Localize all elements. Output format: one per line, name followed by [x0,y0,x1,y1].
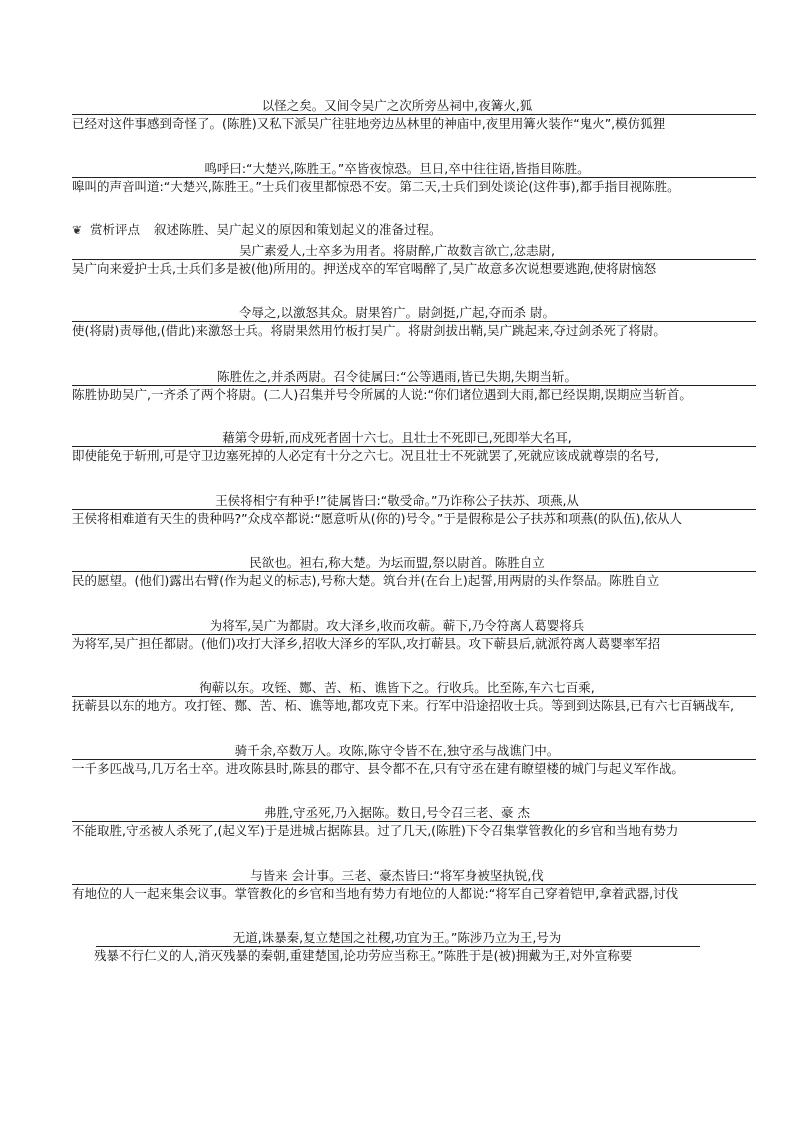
original-line: 以怪之矣。又间令吴广之次所旁丛祠中,夜篝火,狐 [261,98,533,113]
original-line: 王侯将相宁有种乎!”徒属皆曰:“敬受命。”乃诈称公子扶苏、项燕,从 [215,493,579,508]
note-text: 叙述陈胜、吴广起义的原因和策划起义的准备过程。 [154,222,442,237]
original-line: 骑千余,卒数万人。攻陈,陈守令皆不在,独守丞与战谯门中。 [234,743,560,758]
original-line: 令辱之,以激怒其众。尉果笞广。尉剑挺,广起,夺而杀 尉。 [239,305,555,320]
translation-line: 吴广向来爱护士兵,士兵们多是被(他)所用的。押送戍卒的军官喝醉了,吴广故意多次说想要逃跑,使将尉恼怒 [72,261,657,276]
original-line: 与皆来 会计事。三老、豪杰皆曰:“将军身被坚执锐,伐 [250,868,544,883]
original-line: 为将军,吴广为都尉。攻大泽乡,收而攻蕲。蕲下,乃令符离人葛婴将兵 [209,618,585,633]
underline [96,946,700,947]
original-line: 陈胜佐之,并杀两尉。召令徒属曰:“公等遇雨,皆已失期,失期当斩。 [216,369,578,384]
translation-line: 嗥叫的声音叫道:“大楚兴,陈胜王。”士兵们夜里都惊恐不安。第二天,士兵们到处谈论(这件事),都手指目视陈胜。 [72,179,680,194]
underline [72,509,756,510]
underline [72,759,756,760]
fan-icon: ❦ [72,223,83,237]
original-line: 无道,诛暴秦,复立楚国之社稷,功宜为王。”陈涉乃立为王,号为 [232,930,562,945]
original-line: 徇蕲以东。攻铚、酂、苦、柘、谯皆下之。行收兵。比至陈,车六七百乘, [199,680,595,695]
translation-line: 不能取胜,守丞被人杀死了,(起义军)于是进城占据陈县。过了几天,(陈胜)下令召集掌管教化的乡官和当地有势力 [72,823,679,838]
translation-line: 已经对这件事感到奇怪了。(陈胜)又私下派吴广往驻地旁边丛林里的神庙中,夜里用篝火装作“鬼火”,模仿狐狸 [72,116,666,131]
underline [72,821,756,822]
translation-line: 抚蕲县以东的地方。攻打铚、酂、苦、柘、谯等地,都攻克下来。行军中沿途招收士兵。等到到达陈县,已有六七百辆战车, [72,698,734,713]
underline [72,884,756,885]
underline [72,321,756,322]
translation-line: 有地位的人一起来集会议事。掌管教化的乡官和当地有势力有地位的人都说:“将军自己穿着铠甲,拿着武器,讨伐 [72,886,679,901]
translation-line: 为将军,吴广担任都尉。(他们)攻打大泽乡,招收大泽乡的军队,攻打蕲县。攻下蕲县后,就派符离人葛婴率军招 [72,636,661,651]
underline [72,446,756,447]
original-line: 民欲也。袒右,称大楚。为坛而盟,祭以尉首。陈胜自立 [249,555,545,570]
original-line: 鸣呼曰:“大楚兴,陈胜王。”卒皆夜惊恐。旦日,卒中往往语,皆指目陈胜。 [204,161,590,176]
note-label: 赏析评点 [90,222,141,237]
translation-line: 王侯将相难道有天生的贵种吗?”众戍卒都说:“愿意听从(你的)号令。”于是假称是公子扶苏和项燕(的队伍),依从人 [72,511,683,526]
original-line: 藉第令毋斩,而戍死者固十六七。且壮士不死即已,死即举大名耳, [222,430,572,445]
original-line: 吴广素爱人,士卒多为用者。将尉醉,广故数言欲亡,忿恚尉, [239,243,555,258]
original-line: 弗胜,守丞死,乃入据陈。数日,号令召三老、豪 杰 [264,805,530,820]
translation-line: 即使能免于斩刑,可是守卫边塞死掉的人必定有十分之六七。况且壮士不死就罢了,死就应该成就尊崇的名号, [72,448,659,463]
underline [72,696,756,697]
underline [72,177,756,178]
underline [72,259,756,260]
underline [72,114,756,115]
translation-line: 残暴不行仁义的人,消灭残暴的秦朝,重建楚国,论功劳应当称王。”陈胜于是(被)拥戴为王,对外宣称要 [94,948,633,963]
translation-line: 使(将尉)责辱他,(借此)来激怒士兵。将尉果然用竹板打吴广。将尉剑拔出鞘,吴广跳起来,夺过剑杀死了将尉。 [72,323,666,338]
translation-line: 一千多匹战马,几万名士卒。进攻陈县时,陈县的郡守、县令都不在,只有守丞在建有瞭望楼的城门与起义军作战。 [72,761,684,776]
translation-line: 民的愿望。(他们)露出右臂(作为起义的标志),号称大楚。筑台并(在台上)起誓,用两尉的头作祭品。陈胜自立 [72,573,660,588]
underline [72,385,756,386]
underline [72,571,756,572]
underline [72,634,756,635]
translation-line: 陈胜协助吴广,一齐杀了两个将尉。(二人)召集并号令所属的人说:“你们诸位遇到大雨,都已经误期,误期应当斩首。 [72,387,692,402]
appreciation-note [72,222,442,238]
